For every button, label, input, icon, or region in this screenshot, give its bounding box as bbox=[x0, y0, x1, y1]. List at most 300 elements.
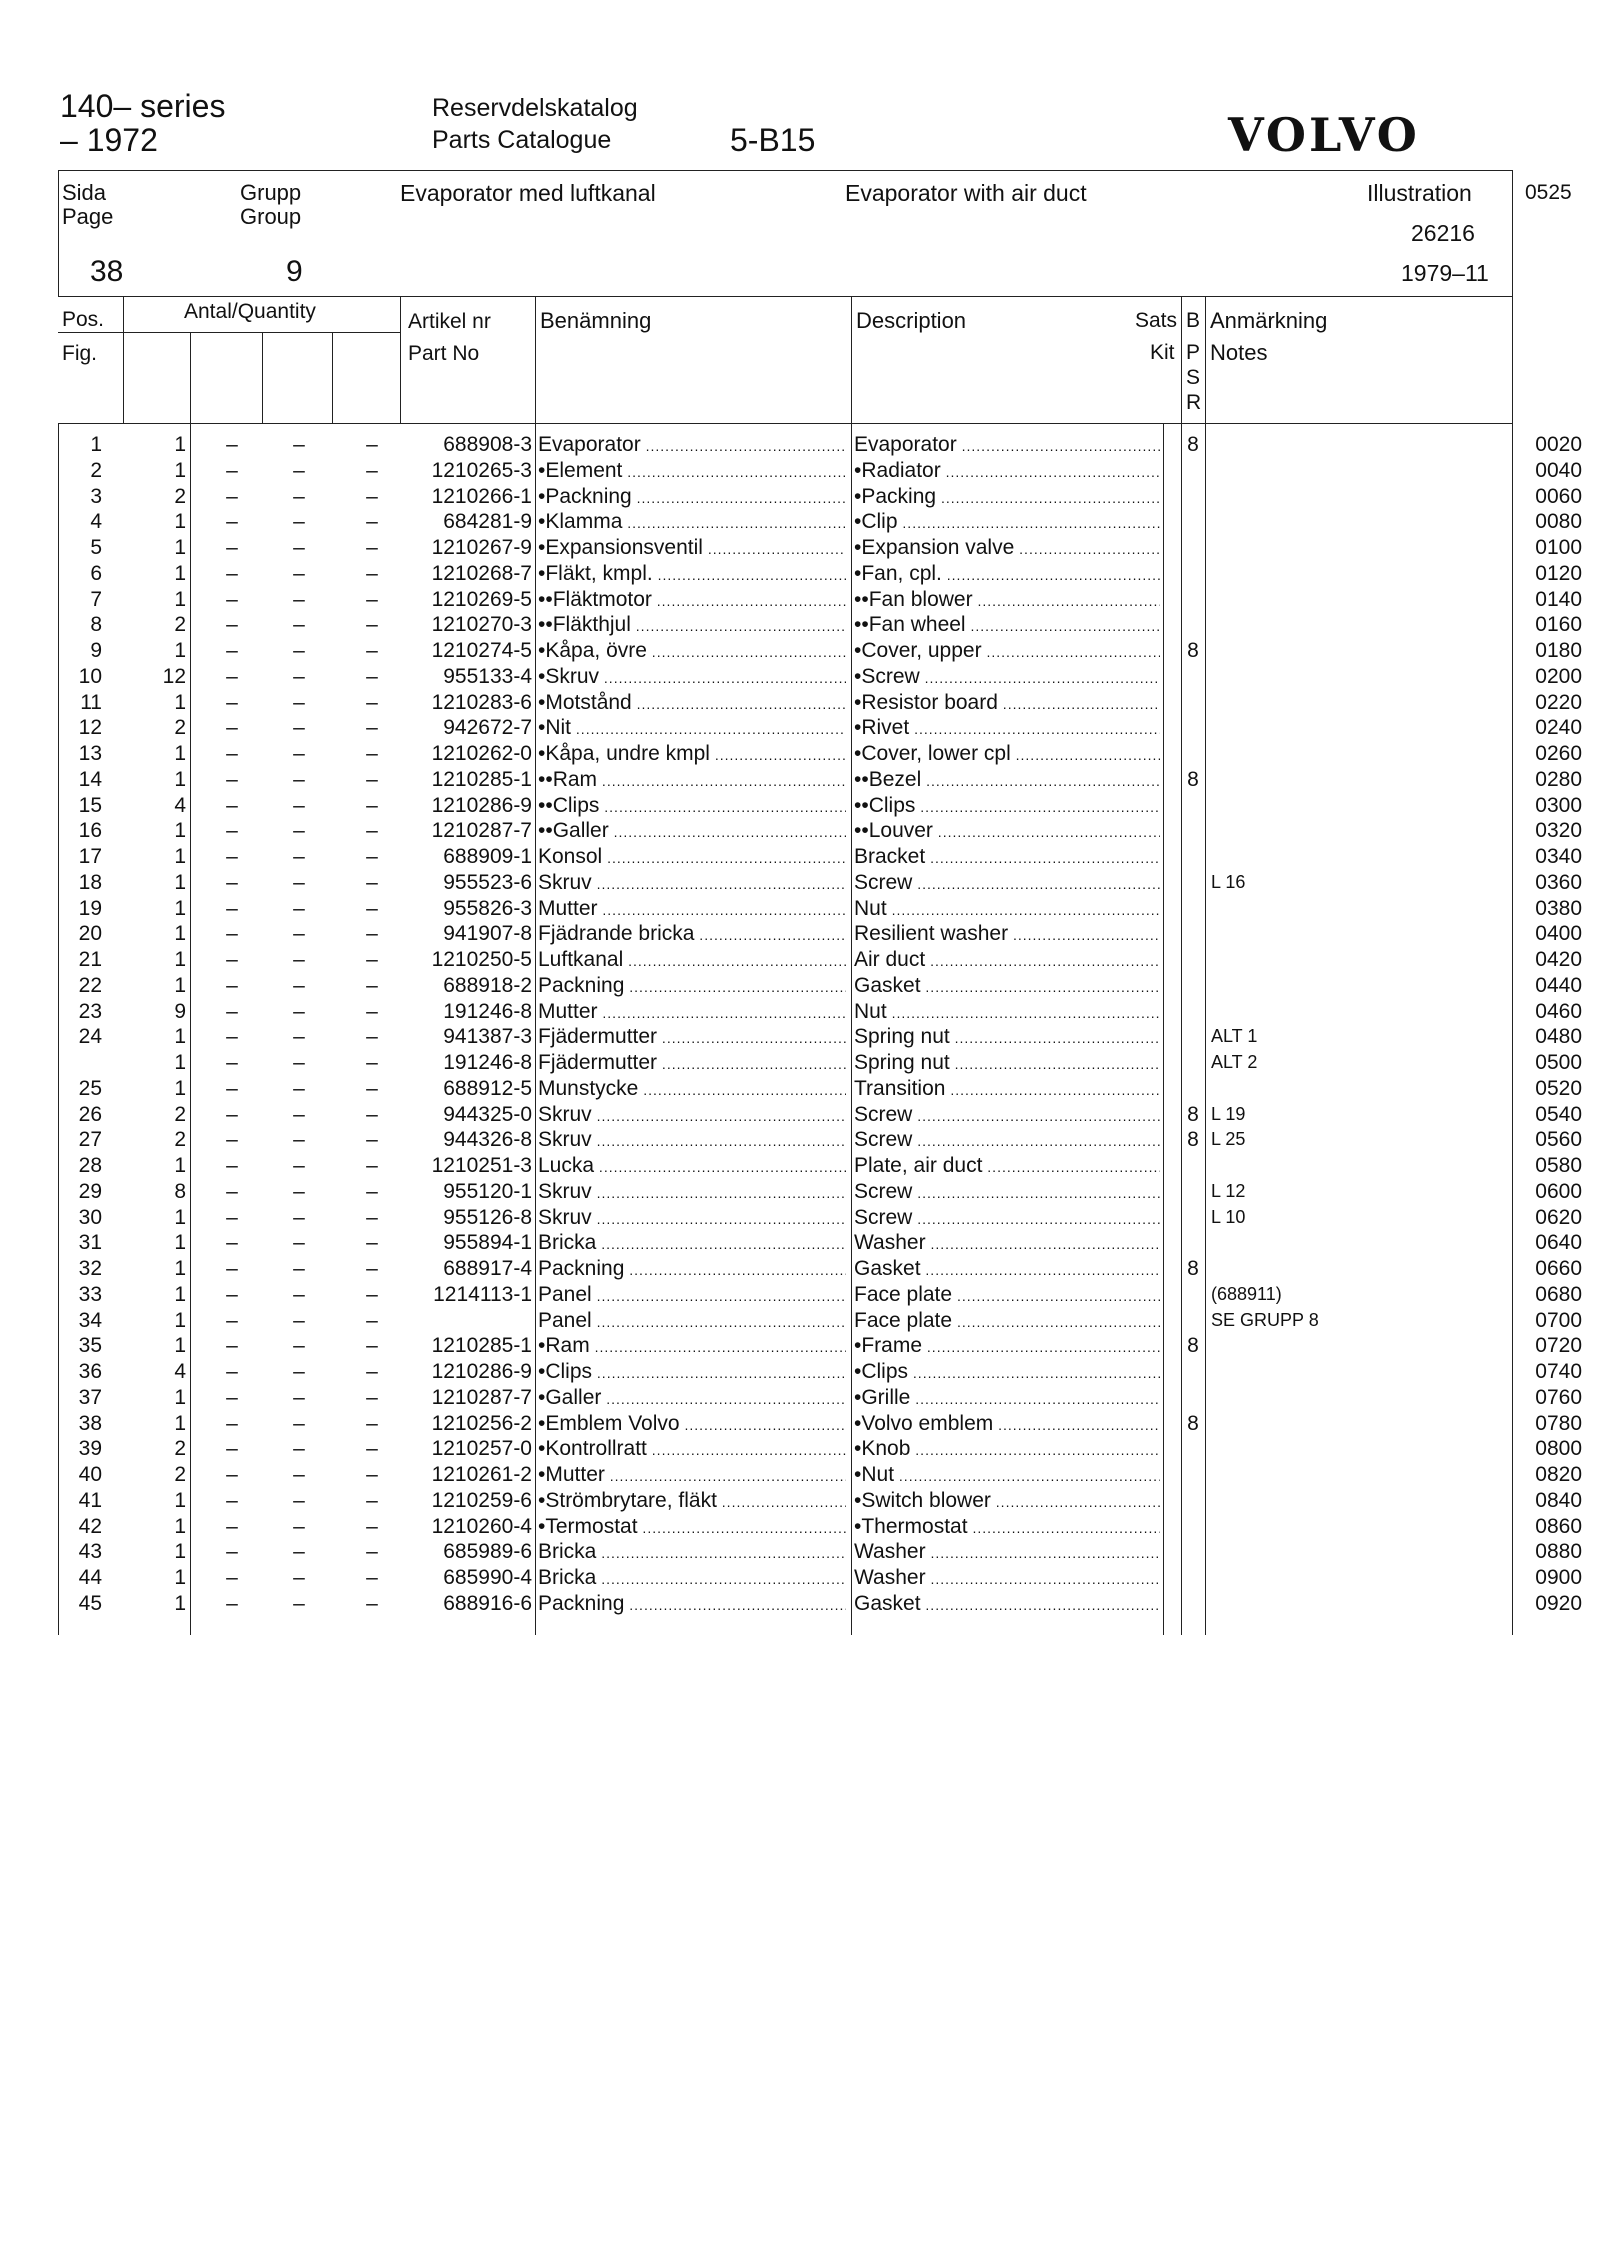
row-qty: 1 bbox=[174, 1334, 186, 1358]
row-description-en: •Rivet ..... bbox=[854, 715, 1160, 743]
row-qty2: – bbox=[226, 1463, 238, 1486]
row-description-en: ••Bezel ..... bbox=[854, 767, 1160, 795]
row-description-en: •Volvo emblem ..... bbox=[854, 1411, 1160, 1439]
table-row bbox=[0, 1024, 1600, 1050]
row-part-number: 1210287-7 bbox=[431, 819, 532, 843]
row-pos: 2 bbox=[90, 458, 102, 482]
table-row bbox=[0, 1462, 1600, 1488]
row-qty2: – bbox=[226, 1591, 238, 1615]
row-pos: 7 bbox=[90, 587, 102, 611]
row-qty: 1 bbox=[174, 458, 186, 482]
row-qty2: – bbox=[226, 742, 238, 765]
row-illustration-ref: 0180 bbox=[1535, 639, 1582, 662]
row-qty: 1 bbox=[174, 973, 186, 997]
row-qty: 1 bbox=[174, 587, 186, 611]
row-qty: 1 bbox=[174, 1231, 186, 1255]
row-illustration-ref: 0900 bbox=[1535, 1566, 1582, 1589]
row-qty: 8 bbox=[174, 1179, 186, 1203]
row-description-en: •Thermostat ..... bbox=[854, 1514, 1160, 1542]
row-description-en: •Cover, upper ..... bbox=[854, 638, 1160, 666]
row-part-number: 1210262-0 bbox=[431, 742, 532, 765]
sida-label: Sida bbox=[62, 180, 107, 205]
row-qty4: – bbox=[366, 1514, 378, 1538]
row-qty4: – bbox=[366, 510, 378, 534]
row-qty2: – bbox=[226, 1308, 238, 1332]
row-illustration-ref: 0380 bbox=[1535, 896, 1582, 920]
row-description-en: Air duct ..... bbox=[854, 947, 1160, 975]
row-description-en: ••Clips ..... bbox=[854, 793, 1160, 821]
row-qty: 1 bbox=[174, 1257, 186, 1280]
table-row bbox=[0, 1488, 1600, 1514]
row-part-number: 1210261-2 bbox=[431, 1463, 532, 1486]
col-r: R bbox=[1186, 391, 1202, 414]
row-name-sv: Panel ..... bbox=[538, 1282, 846, 1310]
row-qty4: – bbox=[366, 433, 378, 456]
row-description-en: Screw ..... bbox=[854, 870, 1160, 898]
row-pos: 15 bbox=[78, 793, 102, 817]
row-name-sv: Luftkanal ..... bbox=[538, 947, 846, 975]
row-qty3: – bbox=[293, 536, 305, 559]
row-description-en: •Clips ..... bbox=[854, 1359, 1160, 1387]
table-row bbox=[0, 1359, 1600, 1385]
table-row bbox=[0, 1333, 1600, 1359]
row-part-number: 1210285-1 bbox=[431, 767, 532, 791]
col-artikel: Artikel nr bbox=[408, 310, 491, 333]
row-description-en: Gasket ..... bbox=[854, 1591, 1160, 1619]
row-qty4: – bbox=[366, 664, 378, 688]
row-illustration-ref: 0800 bbox=[1535, 1437, 1582, 1461]
row-qty2: – bbox=[226, 1411, 238, 1435]
row-note: ALT 1 bbox=[1211, 1026, 1258, 1047]
row-part-number: 1210266-1 bbox=[431, 484, 532, 508]
row-qty2: – bbox=[226, 845, 238, 868]
row-description-en: •Resistor board ..... bbox=[854, 690, 1160, 718]
row-part-number: 688916-6 bbox=[443, 1591, 532, 1615]
row-part-number: 944326-8 bbox=[443, 1128, 532, 1152]
table-row bbox=[0, 1205, 1600, 1231]
row-qty3: – bbox=[293, 1488, 305, 1512]
group-label: Group bbox=[240, 204, 302, 229]
table-row bbox=[0, 458, 1600, 484]
row-name-sv: •Kontrollratt ..... bbox=[538, 1436, 846, 1464]
row-qty4: – bbox=[366, 1154, 378, 1177]
row-bpsr: 8 bbox=[1187, 639, 1199, 662]
row-description-en: Gasket ..... bbox=[854, 1256, 1160, 1284]
row-description-en: •Expansion valve ..... bbox=[854, 535, 1160, 563]
row-qty: 1 bbox=[174, 922, 186, 946]
row-qty3: – bbox=[293, 1025, 305, 1049]
row-description-en: •Cover, lower cpl ..... bbox=[854, 741, 1160, 769]
row-name-sv: Fjädrande bricka ..... bbox=[538, 921, 846, 949]
row-qty: 1 bbox=[174, 1154, 186, 1177]
row-qty: 1 bbox=[174, 1514, 186, 1538]
col-quantity: Antal/Quantity bbox=[184, 300, 316, 323]
row-qty2: – bbox=[226, 639, 238, 662]
row-qty3: – bbox=[293, 1360, 305, 1383]
row-pos: 11 bbox=[80, 690, 102, 714]
row-qty: 1 bbox=[174, 1411, 186, 1435]
row-pos: 1 bbox=[90, 433, 102, 456]
row-qty4: – bbox=[366, 1179, 378, 1203]
page-label: Page bbox=[62, 204, 114, 229]
row-qty2: – bbox=[226, 561, 238, 585]
row-name-sv: Konsol ..... bbox=[538, 844, 846, 872]
row-qty2: – bbox=[226, 793, 238, 817]
row-part-number: 688909-1 bbox=[443, 845, 532, 868]
table-row bbox=[0, 896, 1600, 922]
row-qty2: – bbox=[226, 1488, 238, 1512]
row-name-sv: Bricka ..... bbox=[538, 1565, 846, 1593]
row-part-number: 955826-3 bbox=[443, 896, 532, 920]
table-row bbox=[0, 741, 1600, 767]
table-row bbox=[0, 1436, 1600, 1462]
row-pos: 38 bbox=[78, 1411, 102, 1435]
row-qty4: – bbox=[366, 1231, 378, 1255]
row-illustration-ref: 0200 bbox=[1535, 664, 1582, 688]
table-row bbox=[0, 715, 1600, 741]
row-qty3: – bbox=[293, 1282, 305, 1306]
row-illustration-ref: 0100 bbox=[1535, 536, 1582, 559]
row-pos: 8 bbox=[90, 613, 102, 637]
row-illustration-ref: 0560 bbox=[1535, 1128, 1582, 1152]
row-qty3: – bbox=[293, 458, 305, 482]
row-name-sv: ••Fläkthjul ..... bbox=[538, 612, 846, 640]
row-qty4: – bbox=[366, 973, 378, 997]
col-benamning: Benämning bbox=[540, 308, 652, 333]
row-qty3: – bbox=[293, 1128, 305, 1152]
row-qty4: – bbox=[366, 999, 378, 1023]
row-name-sv: Skruv ..... bbox=[538, 870, 846, 898]
row-pos: 30 bbox=[78, 1205, 102, 1229]
table-row bbox=[0, 1050, 1600, 1076]
row-illustration-ref: 0260 bbox=[1535, 742, 1582, 765]
row-qty: 1 bbox=[174, 1282, 186, 1306]
table-row bbox=[0, 1411, 1600, 1437]
row-qty3: – bbox=[293, 484, 305, 508]
row-qty3: – bbox=[293, 1463, 305, 1486]
row-description-en: ••Louver ..... bbox=[854, 818, 1160, 846]
section-title-sv: Evaporator med luftkanal bbox=[400, 180, 656, 206]
row-name-sv: •Galler ..... bbox=[538, 1385, 846, 1413]
catalog-date: 1979–11 bbox=[1401, 260, 1489, 286]
row-qty2: – bbox=[226, 1102, 238, 1126]
row-pos: 27 bbox=[78, 1128, 102, 1152]
row-qty: 2 bbox=[174, 716, 186, 740]
row-qty: 1 bbox=[174, 948, 186, 971]
row-part-number: 1210250-5 bbox=[431, 948, 532, 971]
row-illustration-ref: 0780 bbox=[1535, 1411, 1582, 1435]
row-pos: 28 bbox=[78, 1154, 102, 1177]
row-illustration-ref: 0460 bbox=[1535, 999, 1582, 1023]
row-description-en: ••Fan wheel ..... bbox=[854, 612, 1160, 640]
row-qty2: – bbox=[226, 1076, 238, 1100]
row-qty3: – bbox=[293, 587, 305, 611]
row-qty2: – bbox=[226, 1334, 238, 1358]
row-qty4: – bbox=[366, 1411, 378, 1435]
row-part-number: 944325-0 bbox=[443, 1102, 532, 1126]
row-qty3: – bbox=[293, 1411, 305, 1435]
row-qty4: – bbox=[366, 1437, 378, 1461]
row-qty4: – bbox=[366, 845, 378, 868]
table-row bbox=[0, 999, 1600, 1025]
row-name-sv: •Packning ..... bbox=[538, 484, 846, 512]
row-description-en: Gasket ..... bbox=[854, 973, 1160, 1001]
row-pos: 29 bbox=[78, 1179, 102, 1203]
row-name-sv: Munstycke ..... bbox=[538, 1076, 846, 1104]
row-qty: 2 bbox=[174, 1102, 186, 1126]
row-illustration-ref: 0140 bbox=[1535, 587, 1582, 611]
illustration-number: 26216 bbox=[1411, 220, 1475, 246]
row-pos: 32 bbox=[78, 1257, 102, 1280]
row-qty2: – bbox=[226, 999, 238, 1023]
row-qty2: – bbox=[226, 1282, 238, 1306]
table-row bbox=[0, 587, 1600, 613]
table-row bbox=[0, 1514, 1600, 1540]
row-qty: 2 bbox=[174, 1463, 186, 1486]
row-description-en: Screw ..... bbox=[854, 1102, 1160, 1130]
row-qty4: – bbox=[366, 922, 378, 946]
row-qty2: – bbox=[226, 1360, 238, 1383]
row-description-en: Screw ..... bbox=[854, 1179, 1160, 1207]
table-row bbox=[0, 1308, 1600, 1334]
row-qty2: – bbox=[226, 587, 238, 611]
row-name-sv: •Clips ..... bbox=[538, 1359, 846, 1387]
row-part-number: 1210260-4 bbox=[431, 1514, 532, 1538]
row-illustration-ref: 0520 bbox=[1535, 1076, 1582, 1100]
row-name-sv: Mutter ..... bbox=[538, 896, 846, 924]
row-qty: 1 bbox=[174, 690, 186, 714]
col-sats: Sats bbox=[1135, 309, 1178, 332]
volvo-logo: VOLVO bbox=[1228, 108, 1420, 162]
row-part-number: 1210285-1 bbox=[431, 1334, 532, 1358]
row-note: ALT 2 bbox=[1211, 1052, 1258, 1072]
row-illustration-ref: 0440 bbox=[1535, 973, 1582, 997]
row-description-en: •Packing ..... bbox=[854, 484, 1160, 512]
row-qty: 1 bbox=[174, 1540, 186, 1564]
row-description-en: Spring nut ..... bbox=[854, 1024, 1160, 1052]
row-qty2: – bbox=[226, 922, 238, 946]
row-part-number: 684281-9 bbox=[443, 510, 532, 534]
row-qty3: – bbox=[293, 1566, 305, 1589]
row-qty3: – bbox=[293, 664, 305, 688]
row-name-sv: •Element ..... bbox=[538, 458, 846, 486]
table-row bbox=[0, 1102, 1600, 1128]
row-part-number: 191246-8 bbox=[443, 999, 532, 1023]
row-part-number: 1210270-3 bbox=[431, 613, 532, 637]
row-description-en: Spring nut ..... bbox=[854, 1050, 1160, 1078]
row-qty: 1 bbox=[174, 433, 186, 456]
row-qty3: – bbox=[293, 510, 305, 534]
row-qty3: – bbox=[293, 767, 305, 791]
row-qty4: – bbox=[366, 536, 378, 559]
col-pos: Pos. bbox=[62, 308, 105, 331]
col-kit: Kit bbox=[1150, 341, 1175, 364]
row-qty: 1 bbox=[174, 510, 186, 534]
row-name-sv: Panel ..... bbox=[538, 1308, 846, 1336]
row-qty4: – bbox=[366, 1076, 378, 1100]
row-part-number: 955126-8 bbox=[443, 1205, 532, 1229]
row-part-number: 942672-7 bbox=[443, 716, 532, 740]
table-row bbox=[0, 1127, 1600, 1153]
row-part-number: 955120-1 bbox=[443, 1179, 532, 1203]
row-pos: 3 bbox=[90, 484, 102, 508]
row-qty: 1 bbox=[174, 536, 186, 559]
table-row bbox=[0, 1565, 1600, 1591]
row-qty: 1 bbox=[174, 742, 186, 765]
row-qty: 1 bbox=[174, 819, 186, 843]
row-qty3: – bbox=[293, 973, 305, 997]
row-pos: 36 bbox=[78, 1360, 102, 1383]
row-illustration-ref: 0620 bbox=[1535, 1205, 1582, 1229]
row-qty4: – bbox=[366, 1102, 378, 1126]
row-illustration-ref: 0320 bbox=[1535, 819, 1582, 843]
row-qty2: – bbox=[226, 1179, 238, 1203]
row-qty: 1 bbox=[174, 1385, 186, 1409]
row-illustration-ref: 0660 bbox=[1535, 1257, 1582, 1280]
row-bpsr: 8 bbox=[1187, 1102, 1199, 1126]
row-name-sv: •Motstånd ..... bbox=[538, 690, 846, 718]
col-partno: Part No bbox=[408, 342, 480, 365]
row-qty: 1 bbox=[174, 1566, 186, 1589]
row-pos: 14 bbox=[78, 767, 102, 791]
row-qty: 1 bbox=[174, 845, 186, 868]
table-row bbox=[0, 1230, 1600, 1256]
row-qty2: – bbox=[226, 1154, 238, 1177]
row-name-sv: •Ram ..... bbox=[538, 1333, 846, 1361]
row-qty4: – bbox=[366, 1488, 378, 1512]
row-illustration-ref: 0060 bbox=[1535, 484, 1582, 508]
row-illustration-ref: 0860 bbox=[1535, 1514, 1582, 1538]
row-qty: 4 bbox=[174, 793, 186, 817]
row-note: L 12 bbox=[1211, 1180, 1246, 1201]
row-name-sv: Packning ..... bbox=[538, 1591, 846, 1619]
table-row bbox=[0, 638, 1600, 664]
row-part-number: 1210269-5 bbox=[431, 587, 532, 611]
row-qty3: – bbox=[293, 999, 305, 1023]
row-part-number: 1210268-7 bbox=[431, 561, 532, 585]
row-pos: 10 bbox=[78, 664, 102, 688]
row-description-en: Resilient washer ..... bbox=[854, 921, 1160, 949]
row-qty3: – bbox=[293, 1514, 305, 1538]
row-qty2: – bbox=[226, 510, 238, 534]
row-illustration-ref: 0740 bbox=[1535, 1360, 1582, 1383]
row-pos: 5 bbox=[90, 536, 102, 559]
row-illustration-ref: 0920 bbox=[1535, 1591, 1582, 1615]
row-qty3: – bbox=[293, 1385, 305, 1409]
row-name-sv: Skruv ..... bbox=[538, 1127, 846, 1155]
row-part-number: 1210286-9 bbox=[431, 1360, 532, 1383]
row-pos: 6 bbox=[90, 561, 102, 585]
col-fig: Fig. bbox=[62, 342, 98, 365]
row-qty2: – bbox=[226, 1540, 238, 1564]
section-title-en: Evaporator with air duct bbox=[845, 180, 1087, 206]
row-qty: 4 bbox=[174, 1360, 186, 1383]
row-qty3: – bbox=[293, 742, 305, 765]
row-pos: 21 bbox=[78, 948, 102, 971]
row-qty2: – bbox=[226, 433, 238, 456]
table-row bbox=[0, 432, 1600, 458]
row-name-sv: Lucka ..... bbox=[538, 1153, 846, 1181]
row-description-en: ••Fan blower ..... bbox=[854, 587, 1160, 615]
row-qty: 1 bbox=[174, 1308, 186, 1332]
row-qty: 1 bbox=[174, 561, 186, 585]
row-illustration-ref: 0020 bbox=[1535, 433, 1582, 456]
row-part-number: 191246-8 bbox=[443, 1051, 532, 1074]
row-qty4: – bbox=[366, 1282, 378, 1306]
row-pos: 35 bbox=[78, 1334, 102, 1358]
row-name-sv: Fjädermutter ..... bbox=[538, 1050, 846, 1078]
row-pos: 24 bbox=[78, 1025, 102, 1049]
row-illustration-ref: 0680 bbox=[1535, 1282, 1582, 1306]
row-pos: 45 bbox=[78, 1591, 102, 1615]
table-row bbox=[0, 947, 1600, 973]
row-qty2: – bbox=[226, 1437, 238, 1461]
row-name-sv: •Fläkt, kmpl. ..... bbox=[538, 561, 846, 589]
row-qty3: – bbox=[293, 948, 305, 971]
table-row bbox=[0, 484, 1600, 510]
row-illustration-ref: 0360 bbox=[1535, 870, 1582, 894]
row-qty: 1 bbox=[174, 1051, 186, 1074]
row-part-number: 1214113-1 bbox=[433, 1282, 532, 1306]
row-qty4: – bbox=[366, 1051, 378, 1074]
row-description-en: Screw ..... bbox=[854, 1205, 1160, 1233]
row-qty4: – bbox=[366, 1308, 378, 1332]
row-name-sv: Skruv ..... bbox=[538, 1102, 846, 1130]
row-qty3: – bbox=[293, 1257, 305, 1280]
row-qty3: – bbox=[293, 1179, 305, 1203]
row-illustration-ref: 0480 bbox=[1535, 1025, 1582, 1049]
row-pos: 16 bbox=[78, 819, 102, 843]
table-row bbox=[0, 1179, 1600, 1205]
row-description-en: •Switch blower ..... bbox=[854, 1488, 1160, 1516]
row-name-sv: •Kåpa, undre kmpl ..... bbox=[538, 741, 846, 769]
row-qty3: – bbox=[293, 1051, 305, 1074]
row-qty2: – bbox=[226, 948, 238, 971]
row-pos: 43 bbox=[78, 1540, 102, 1564]
row-name-sv: ••Galler ..... bbox=[538, 818, 846, 846]
row-illustration-ref: 0040 bbox=[1535, 458, 1582, 482]
row-qty4: – bbox=[366, 484, 378, 508]
row-pos: 18 bbox=[78, 870, 102, 894]
row-qty3: – bbox=[293, 433, 305, 456]
row-pos: 12 bbox=[78, 716, 102, 740]
row-description-en: Washer ..... bbox=[854, 1565, 1160, 1593]
table-row bbox=[0, 973, 1600, 999]
row-part-number: 1210283-6 bbox=[431, 690, 532, 714]
row-pos: 42 bbox=[78, 1514, 102, 1538]
row-qty4: – bbox=[366, 870, 378, 894]
table-row bbox=[0, 1076, 1600, 1102]
row-qty4: – bbox=[366, 1463, 378, 1486]
row-qty3: – bbox=[293, 1205, 305, 1229]
row-bpsr: 8 bbox=[1187, 433, 1199, 456]
row-name-sv: ••Clips ..... bbox=[538, 793, 846, 821]
row-qty2: – bbox=[226, 484, 238, 508]
table-row bbox=[0, 535, 1600, 561]
row-pos: 39 bbox=[78, 1437, 102, 1461]
row-qty3: – bbox=[293, 1591, 305, 1615]
row-part-number: 955523-6 bbox=[443, 870, 532, 894]
row-name-sv: Packning ..... bbox=[538, 1256, 846, 1284]
row-qty: 1 bbox=[174, 1488, 186, 1512]
row-part-number: 1210287-7 bbox=[431, 1385, 532, 1409]
row-qty2: – bbox=[226, 896, 238, 920]
row-pos: 40 bbox=[78, 1463, 102, 1486]
row-qty4: – bbox=[366, 690, 378, 714]
row-part-number: 955133-4 bbox=[443, 664, 532, 688]
row-name-sv: •Nit ..... bbox=[538, 715, 846, 743]
row-name-sv: ••Ram ..... bbox=[538, 767, 846, 795]
